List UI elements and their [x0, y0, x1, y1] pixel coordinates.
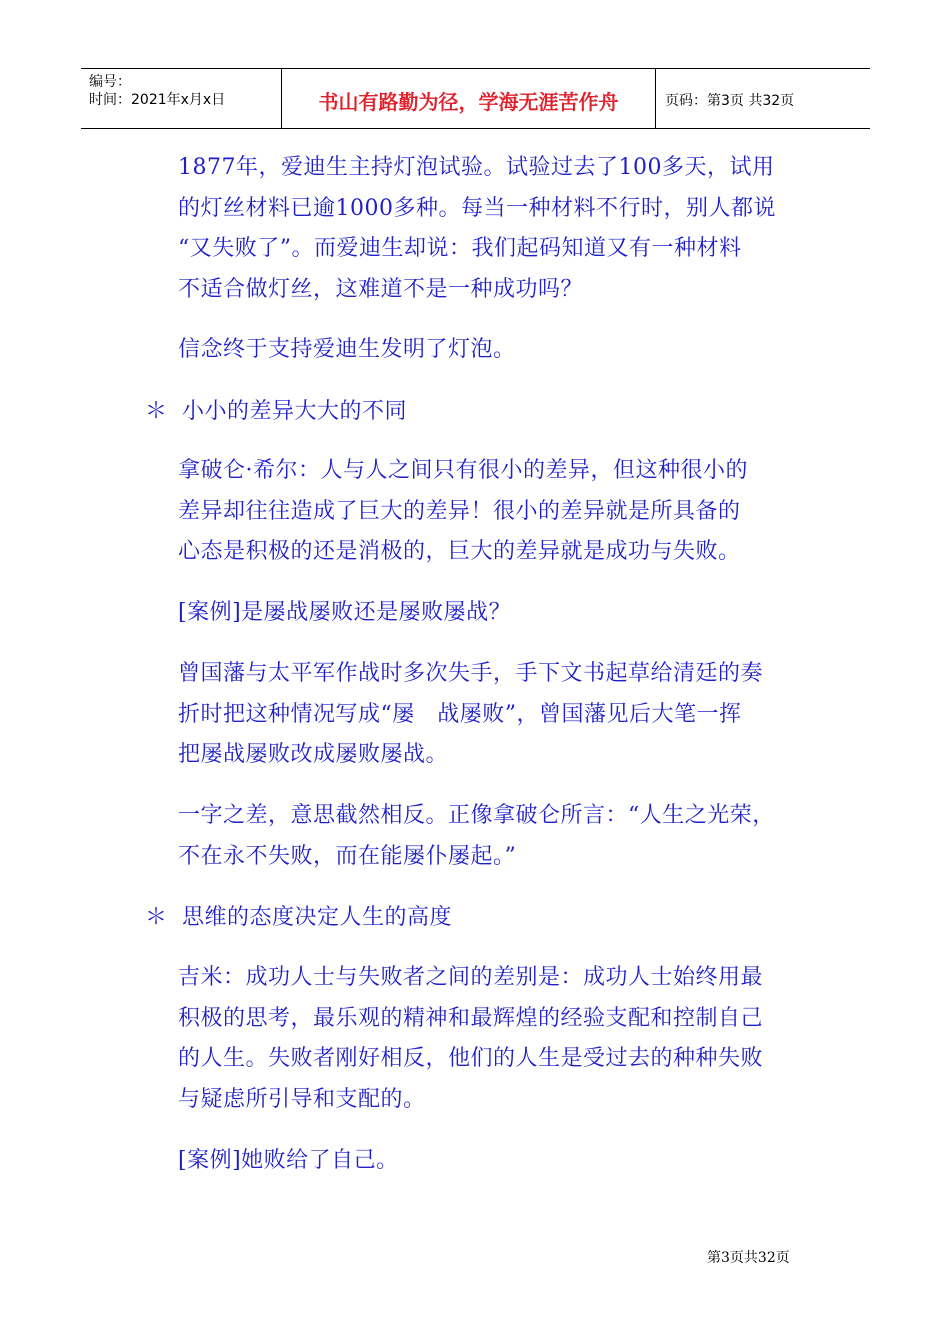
paragraph-line: 的人生。失败者刚好相反，他们的人生是受过去的种种失败	[178, 1046, 764, 1071]
paragraph-line: “又失败了”。而爱迪生却说：我们起码知道又有一种材料	[178, 236, 742, 261]
paragraph-line: 不在永不失败，而在能屡仆屡起。”	[178, 843, 517, 869]
paragraph-case-2	[178, 1141, 818, 1182]
document-number-label: 编号：	[89, 74, 131, 90]
paragraph-line: 心态是积极的还是消极的，巨大的差异就是成功与失败。	[178, 539, 741, 564]
paragraph-line: 把屡战屡败改成屡败屡战。	[178, 742, 449, 767]
header-motto: 书山有路勤为径，学海无涯苦作舟	[318, 90, 619, 114]
paragraph-line: 不适合做灯丝，这难道不是一种成功吗？	[178, 276, 584, 302]
header-motto-cell	[281, 69, 656, 128]
paragraph-line: 一字之差，意思截然相反。正像拿破仑所言：“人生之光荣，	[178, 803, 775, 828]
section-heading-attitude: 思维的态度决定人生的高度	[182, 905, 453, 930]
header-meta-cell	[81, 69, 281, 128]
paragraph-line: 信念终于支持爱迪生发明了灯泡。	[178, 337, 516, 362]
paragraph-one-word	[178, 796, 818, 877]
paragraph-line: 拿破仑·希尔：人与人之间只有很小的差异，但这种很小的	[178, 458, 748, 483]
paragraph-line: 曾国藩与太平军作战时多次失手，手下文书起草给清廷的奏	[178, 661, 764, 686]
bullet-asterisk: ＊	[145, 399, 168, 424]
paragraph-line: 差异却往往造成了巨大的差异！很小的差异就是所具备的	[178, 498, 741, 524]
paragraph-zeng-guofan	[178, 654, 818, 776]
paragraph-edison	[178, 148, 818, 310]
footer-page-number: 第3页共32页	[707, 1250, 790, 1266]
paragraph-line: [案例]她败给了自己。	[178, 1148, 399, 1173]
header-page-number: 页码：第3页 共32页	[665, 93, 795, 109]
bullet-asterisk: ＊	[145, 905, 168, 930]
paragraph-napoleon-hill	[178, 451, 818, 573]
paragraph-jimmy	[178, 958, 818, 1120]
paragraph-line: 的灯丝材料已逾1000多种。每当一种材料不行时，别人都说	[178, 195, 776, 221]
header-page-cell	[656, 69, 870, 128]
document-time-label: 时间：2021年x月x日	[89, 92, 226, 108]
paragraph-line: 积极的思考，最乐观的精神和最辉煌的经验支配和控制自己	[178, 1005, 764, 1031]
paragraph-line: [案例]是屡战屡败还是屡败屡战？	[178, 600, 512, 625]
paragraph-line: 与疑虑所引导和支配的。	[178, 1086, 426, 1112]
paragraph-case-1	[178, 593, 818, 634]
page-header	[81, 68, 870, 129]
paragraph-line: 吉米：成功人士与失败者之间的差别是：成功人士始终用最	[178, 965, 764, 990]
paragraph-line: 1877年，爱迪生主持灯泡试验。试验过去了100多天，试用	[178, 155, 775, 180]
section-heading-difference: 小小的差异大大的不同	[182, 399, 408, 424]
paragraph-belief	[178, 330, 818, 371]
paragraph-line: 折时把这种情况写成“屡 战屡败”，曾国藩见后大笔一挥	[178, 701, 742, 727]
